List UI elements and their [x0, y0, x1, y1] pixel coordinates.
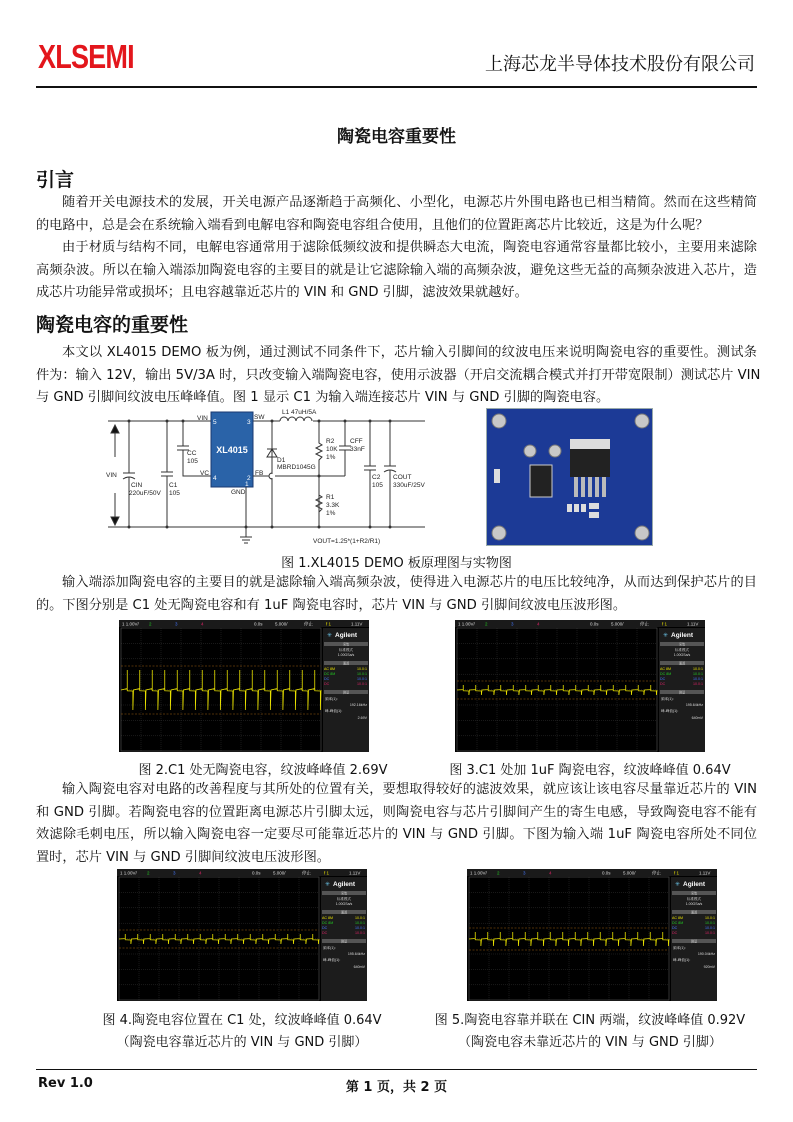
scope-acq-title: 采集: [340, 891, 348, 896]
scope-channel-ratio: 10.0:1: [693, 672, 703, 676]
scope-time-div: 5.000/: [275, 621, 288, 627]
scope-channel-ratio: 10.0:1: [705, 926, 715, 930]
scope-brand: Agilent: [683, 881, 706, 888]
page-number: 第 1 页，共 2 页: [345, 1080, 448, 1095]
label-cin-value: 220uF/50V: [129, 490, 161, 497]
pin-number: 1: [245, 481, 249, 488]
scope-pp-label: 峰-峰值(1):: [661, 709, 679, 713]
scope-ch3: 3: [523, 870, 526, 876]
scope-brand: Agilent: [671, 632, 694, 639]
label-cff: CFF: [350, 438, 363, 445]
scope-time-div: 5.000/: [611, 621, 624, 627]
text-line: 的电路中，总是会在系统输入端看到电解电容和陶瓷电容组合使用，且他们的位置距离芯片比较近，这是为什么呢？: [36, 217, 709, 233]
text-line: 和 GND 引脚。若陶瓷电容的位置距离电源芯片引脚太远，则陶瓷电容与芯片引脚间产生的寄生电感，导致陶瓷电容不能有: [36, 804, 757, 820]
text-line: 件为：输入 12V，输出 5V/3A 时，只改变输入端陶瓷电容，使用示波器（开启交流耦合模式并打开带宽限制）测试芯片 VIN: [36, 367, 761, 383]
scope-freq-label: 频率(1):: [325, 697, 338, 701]
label-cout: COUT: [393, 474, 412, 481]
scope-freq-label: 频率(1):: [673, 946, 686, 950]
scope-trigger-level: 1.11V: [699, 870, 711, 876]
figure-3-caption: 图 3.C1 处加 1uF 陶瓷电容，纹波峰峰值 0.64V: [449, 763, 731, 778]
scope-channel-coupling: DC 8M: [322, 921, 334, 925]
label-r1-tol: 1%: [326, 510, 336, 517]
pin-number: 4: [213, 475, 217, 482]
label-r2: R2: [326, 438, 335, 445]
scope-acq-rate: 1.00GSa/s: [685, 902, 703, 906]
scope-trigger-level: 1.11V: [687, 621, 699, 627]
scope-channel-coupling: DC 8M: [660, 672, 672, 676]
scope-channel-ratio: 10.0:1: [705, 916, 715, 920]
scope-acq-title: 采集: [678, 642, 686, 647]
label-cff-value: 33nF: [350, 446, 365, 453]
svg-text:✳: ✳: [327, 633, 333, 639]
text-line: 高频杂波。所以在输入端添加陶瓷电容的主要目的就是让它滤除输入端的高频杂波，避免这些无益的高频杂波进入芯片，造: [36, 262, 757, 278]
pin-number: 5: [213, 419, 217, 426]
figure-5-caption: 图 5.陶瓷电容靠并联在 CIN 两端，纹波峰峰值 0.92V: [434, 1013, 746, 1028]
scope-freq-value: 195.64kHz: [685, 703, 703, 707]
scope-run-status: 停止: [640, 621, 649, 627]
scope-run-status: 停止: [652, 870, 661, 876]
scope-pp-label: 峰-峰值(1):: [323, 958, 341, 962]
text-line: 效滤除毛刺电压，所以输入陶瓷电容一定要尽可能靠近芯片的 VIN 与 GND 引脚。下图为输入端 1uF 陶瓷电容所处不同位: [36, 827, 757, 842]
label-c1-value: 105: [169, 490, 180, 497]
scope-channel-ratio: 10.0:1: [355, 926, 365, 930]
scope-channel-coupling: AC 8M: [672, 916, 683, 920]
label-c2-value: 105: [372, 482, 383, 489]
scope-channel-ratio: 10.0:1: [357, 672, 367, 676]
scope-freq-value: 195.64kHz: [347, 952, 365, 956]
scope-brand: Agilent: [335, 632, 358, 639]
scope-channel-coupling: DC 8M: [324, 672, 336, 676]
label-cin: CIN: [131, 482, 143, 489]
scope-channel-coupling: AC 8M: [322, 916, 333, 920]
scope-acq-mode: 标准模式: [675, 648, 689, 652]
scope-channel-coupling: DC: [660, 677, 666, 681]
svg-text:✳: ✳: [325, 882, 331, 888]
scope-acq-rate: 1.00GSa/s: [673, 653, 691, 657]
oscilloscope-screenshot: [467, 869, 717, 1001]
scope-time-position: 0.0s: [252, 870, 261, 876]
scope-trigger-level: 1.11V: [351, 621, 363, 627]
text-line: 与 GND 引脚间纹波电压峰峰值。图 1 显示 C1 为输入端连接芯片 VIN 与 GND 引脚的陶瓷电容。: [36, 390, 610, 405]
label-cc-value: 105: [187, 458, 198, 465]
scope-time-position: 0.0s: [590, 621, 599, 627]
scope-acq-mode: 标准模式: [337, 897, 351, 901]
scope-channel-ratio: 10.0:1: [693, 667, 703, 671]
scope-ch2: 2: [147, 870, 150, 876]
scope-freq-value: 192.16kHz: [349, 703, 367, 707]
label-r1: R1: [326, 494, 335, 501]
scope-channel-coupling: DC: [672, 931, 678, 935]
scope-pp-value: 920mV: [703, 965, 715, 969]
scope-ch2: 2: [149, 621, 152, 627]
scope-acq-title: 采集: [342, 642, 350, 647]
scope-freq-value: 190.04kHz: [697, 952, 715, 956]
scope-channel-title: 通道: [690, 910, 698, 915]
revision: Rev 1.0: [38, 1076, 93, 1091]
scope-acq-title: 采集: [690, 891, 698, 896]
text-line: 随着开关电源技术的发展，开关电源产品逐渐趋于高频化、小型化，电源芯片外围电路也已相当精简。然而在这些精简: [62, 195, 757, 210]
chip-label: XL4015: [216, 445, 248, 455]
scope-channel-title: 通道: [340, 910, 348, 915]
oscilloscope-screenshot: [455, 620, 705, 752]
text-line: 输入端添加陶瓷电容的主要目的就是滤除输入端高频杂波，使得进入电源芯片的电压比较纯净，从而达到保护芯片的目: [62, 575, 757, 590]
scope-time-position: 0.0s: [602, 870, 611, 876]
company-name: 上海芯龙半导体技术股份有限公司: [485, 54, 755, 75]
scope-measure-title: 测量: [342, 690, 350, 695]
scope-channel-ratio: 10.0:1: [705, 921, 715, 925]
scope-measure-title: 测量: [678, 690, 686, 695]
demo-board-photo: [486, 408, 653, 546]
pin-number: 3: [247, 419, 251, 426]
label-d1: D1: [277, 457, 286, 464]
label-r1-value: 3.3K: [326, 502, 340, 509]
label-pin-vc: VC: [200, 470, 210, 477]
scope-channel-coupling: DC: [322, 926, 328, 930]
scope-pp-value: 640mV: [353, 965, 365, 969]
scope-ch4: 4: [537, 621, 540, 627]
scope-ch4: 4: [201, 621, 204, 627]
scope-brand: Agilent: [333, 881, 356, 888]
scope-channel-ratio: 10.0:1: [357, 682, 367, 686]
scope-pp-value: 640mV: [691, 716, 703, 720]
label-pin-vin: VIN: [197, 415, 208, 422]
oscilloscope-screenshot: [119, 620, 369, 752]
scope-ch2: 2: [497, 870, 500, 876]
scope-channel-ratio: 10.0:1: [357, 667, 367, 671]
text-line: 输入陶瓷电容对电路的改善程度与其所处的位置有关，要想取得较好的滤波效果，就应该让该电容尽量靠近芯片的 VIN: [62, 782, 757, 797]
scope-channel-coupling: AC 8M: [324, 667, 335, 671]
label-r2-value: 10K: [326, 446, 338, 453]
intro-paragraphs: [36, 192, 757, 305]
scope-ch1-scale: 1 1.00V/: [470, 870, 487, 876]
scope-run-status: 停止: [304, 621, 313, 627]
label-cc: CC: [187, 450, 197, 457]
scope-time-div: 5.000/: [273, 870, 286, 876]
header-divider: [36, 86, 757, 88]
scope-ch3: 3: [511, 621, 514, 627]
footer-divider: [36, 1069, 757, 1070]
company-logo: XLSEMI: [38, 38, 134, 75]
scope-channel-coupling: AC 8M: [660, 667, 671, 671]
scope-acq-mode: 标准模式: [339, 648, 353, 652]
scope-channel-coupling: DC 8M: [672, 921, 684, 925]
importance-paragraph-3: [36, 779, 757, 869]
label-r2-tol: 1%: [326, 454, 336, 461]
scope-measure-title: 测量: [690, 939, 698, 944]
scope-trigger: f 1: [662, 621, 668, 627]
scope-channel-ratio: 10.0:1: [357, 677, 367, 681]
svg-text:✳: ✳: [675, 882, 681, 888]
scope-channel-coupling: DC: [322, 931, 328, 935]
scope-ch1-scale: 1 1.00V/: [120, 870, 137, 876]
scope-trigger: f 1: [326, 621, 332, 627]
label-pin-gnd: GND: [231, 489, 246, 496]
scope-pp-label: 峰-峰值(1):: [673, 958, 691, 962]
scope-channel-ratio: 10.0:1: [355, 921, 365, 925]
label-c1: C1: [169, 482, 178, 489]
section-heading-intro: 引言: [36, 169, 75, 191]
label-formula: VOUT=1.25*(1+R2/R1): [313, 538, 381, 545]
scope-time-position: 0.0s: [254, 621, 263, 627]
section-heading-importance: 陶瓷电容的重要性: [36, 314, 189, 336]
scope-pp-label: 峰-峰值(1):: [325, 709, 343, 713]
text-line: 的。下图分别是 C1 处无陶瓷电容和有 1uF 陶瓷电容时，芯片 VIN 与 GND 引脚间纹波电压波形图。: [36, 597, 627, 613]
document-title: 陶瓷电容重要性: [337, 127, 456, 147]
scope-time-div: 5.000/: [623, 870, 636, 876]
text-line: 置时，芯片 VIN 与 GND 引脚间纹波电压波形图。: [36, 849, 330, 865]
scope-ch1-scale: 1 1.00V/: [458, 621, 475, 627]
importance-paragraph-1: [36, 342, 761, 410]
scope-channel-title: 通道: [678, 661, 686, 666]
figure-1-caption: 图 1.XL4015 DEMO 板原理图与实物图: [281, 556, 512, 571]
label-l1: L1 47uH/5A: [282, 409, 317, 416]
label-cout-value: 330uF/25V: [393, 482, 425, 489]
scope-ch3: 3: [175, 621, 178, 627]
scope-pp-value: 2.69V: [357, 716, 367, 720]
scope-trigger-level: 1.11V: [349, 870, 361, 876]
figure-5-subcaption: （陶瓷电容未靠近芯片的 VIN 与 GND 引脚）: [458, 1035, 722, 1050]
figure-4-subcaption: （陶瓷电容靠近芯片的 VIN 与 GND 引脚）: [116, 1035, 368, 1050]
schematic-diagram: [100, 405, 440, 550]
oscilloscope-screenshot: [117, 869, 367, 1001]
scope-channel-ratio: 10.0:1: [355, 916, 365, 920]
scope-channel-coupling: DC: [672, 926, 678, 930]
text-line: 本文以 XL4015 DEMO 板为例，通过测试不同条件下，芯片输入引脚间的纹波电压来说明陶瓷电容的重要性。测试条: [62, 345, 757, 360]
scope-channel-ratio: 10.0:1: [693, 677, 703, 681]
scope-channel-ratio: 10.0:1: [693, 682, 703, 686]
label-vin: VIN: [106, 472, 117, 479]
scope-channel-ratio: 10.0:1: [355, 931, 365, 935]
scope-trigger: f 1: [674, 870, 680, 876]
label-pin-fb: FB: [255, 470, 264, 477]
scope-ch2: 2: [485, 621, 488, 627]
scope-channel-coupling: DC: [324, 677, 330, 681]
label-c2: C2: [372, 474, 381, 481]
scope-run-status: 停止: [302, 870, 311, 876]
pin-number: 2: [247, 475, 251, 482]
scope-acq-rate: 1.00GSa/s: [337, 653, 355, 657]
scope-ch4: 4: [199, 870, 202, 876]
scope-measure-title: 测量: [340, 939, 348, 944]
figure-2-caption: 图 2.C1 处无陶瓷电容，纹波峰峰值 2.69V: [138, 763, 388, 778]
scope-channel-coupling: DC: [660, 682, 666, 686]
svg-text:✳: ✳: [663, 633, 669, 639]
scope-channel-coupling: DC: [324, 682, 330, 686]
scope-freq-label: 频率(1):: [323, 946, 336, 950]
text-line: 由于材质与结构不同，电解电容通常用于滤除低频纹波和提供瞬态大电流，陶瓷电容通常容量都比较小，主要用来滤除: [62, 240, 757, 255]
importance-paragraph-2: [36, 572, 757, 617]
scope-ch3: 3: [173, 870, 176, 876]
scope-channel-title: 通道: [342, 661, 350, 666]
label-pin-sw: SW: [254, 414, 265, 421]
label-d1-value: MBRD1045G: [277, 464, 316, 471]
scope-ch4: 4: [549, 870, 552, 876]
scope-freq-label: 频率(1):: [661, 697, 674, 701]
scope-acq-mode: 标准模式: [687, 897, 701, 901]
scope-channel-ratio: 10.0:1: [705, 931, 715, 935]
figure-4-caption: 图 4.陶瓷电容位置在 C1 处，纹波峰峰值 0.64V: [102, 1013, 382, 1028]
scope-ch1-scale: 1 1.00V/: [122, 621, 139, 627]
scope-acq-rate: 1.00GSa/s: [335, 902, 353, 906]
scope-trigger: f 1: [324, 870, 330, 876]
text-line: 成芯片功能异常或损坏；且电容越靠近芯片的 VIN 和 GND 引脚，滤波效果就越好。: [36, 285, 528, 300]
